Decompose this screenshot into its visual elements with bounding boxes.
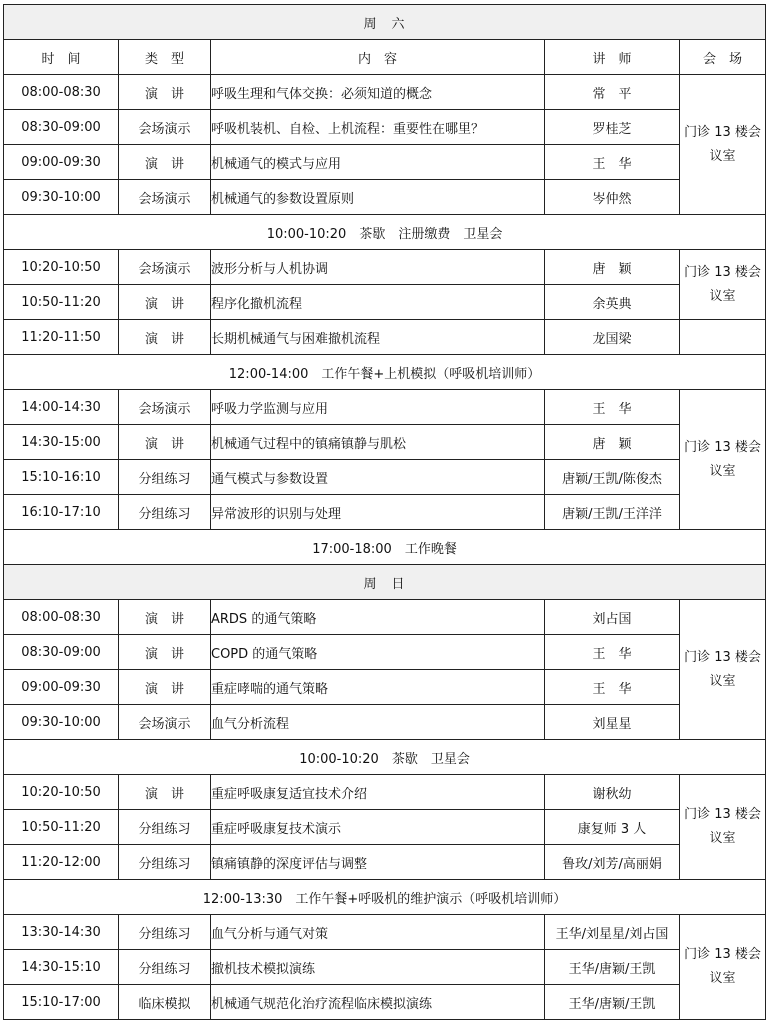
session-row xyxy=(4,390,766,425)
session-row xyxy=(4,670,766,705)
schedule-table xyxy=(3,4,766,1020)
session-speaker: 龙国梁 xyxy=(545,320,680,355)
session-speaker: 康复师 3 人 xyxy=(545,810,680,845)
session-row xyxy=(4,425,766,460)
break-text: 12:00-14:00 工作午餐+上机模拟（呼吸机培训师） xyxy=(4,355,766,390)
session-time: 08:30-09:00 xyxy=(4,635,119,670)
session-time: 08:00-08:30 xyxy=(4,600,119,635)
session-speaker: 王华/唐颖/王凯 xyxy=(545,950,680,985)
break-row xyxy=(4,740,766,775)
session-type: 演 讲 xyxy=(119,285,211,320)
session-type: 分组练习 xyxy=(119,915,211,950)
session-row xyxy=(4,145,766,180)
session-time: 14:30-15:10 xyxy=(4,950,119,985)
session-row xyxy=(4,635,766,670)
schedule-body xyxy=(4,5,766,1020)
session-type: 演 讲 xyxy=(119,75,211,110)
session-content: 血气分析流程 xyxy=(211,705,545,740)
session-time: 10:50-11:20 xyxy=(4,810,119,845)
column-header-row xyxy=(4,40,766,75)
session-speaker: 唐 颖 xyxy=(545,425,680,460)
header-content: 内 容 xyxy=(211,40,545,75)
session-row xyxy=(4,495,766,530)
session-type: 演 讲 xyxy=(119,145,211,180)
session-row xyxy=(4,250,766,285)
session-row xyxy=(4,950,766,985)
session-time: 11:20-11:50 xyxy=(4,320,119,355)
session-time: 10:20-10:50 xyxy=(4,775,119,810)
venue-line: 门诊 13 楼会 xyxy=(684,124,761,140)
session-content: 长期机械通气与困难撤机流程 xyxy=(211,320,545,355)
session-speaker: 唐颖/王凯/王洋洋 xyxy=(545,495,680,530)
break-text: 10:00-10:20 茶歇 卫星会 xyxy=(4,740,766,775)
session-type: 演 讲 xyxy=(119,600,211,635)
venue-line: 议室 xyxy=(709,463,736,479)
session-type: 会场演示 xyxy=(119,705,211,740)
session-content: 呼吸力学监测与应用 xyxy=(211,390,545,425)
session-time: 08:30-09:00 xyxy=(4,110,119,145)
day-title-row xyxy=(4,565,766,600)
session-type: 演 讲 xyxy=(119,320,211,355)
session-type: 演 讲 xyxy=(119,425,211,460)
venue-line: 议室 xyxy=(709,831,736,846)
session-speaker: 刘占国 xyxy=(545,600,680,635)
session-venue xyxy=(680,775,766,880)
session-time: 09:00-09:30 xyxy=(4,670,119,705)
session-type: 会场演示 xyxy=(119,110,211,145)
session-time: 09:30-10:00 xyxy=(4,705,119,740)
header-time: 时 间 xyxy=(4,40,119,75)
session-content: 呼吸机装机、自检、上机流程：重要性在哪里？ xyxy=(211,110,545,145)
session-time: 14:30-15:00 xyxy=(4,425,119,460)
header-type: 类 型 xyxy=(119,40,211,75)
session-row xyxy=(4,775,766,810)
session-type: 分组练习 xyxy=(119,495,211,530)
session-venue xyxy=(680,390,766,530)
session-speaker: 鲁玫/刘芳/高丽娟 xyxy=(545,845,680,880)
session-content: 重症呼吸康复技术演示 xyxy=(211,810,545,845)
session-speaker: 谢秋幼 xyxy=(545,775,680,810)
session-time: 14:00-14:30 xyxy=(4,390,119,425)
session-time: 08:00-08:30 xyxy=(4,75,119,110)
day-title: 周 日 xyxy=(4,565,766,600)
break-row xyxy=(4,530,766,565)
venue-line: 议室 xyxy=(709,148,736,164)
session-venue xyxy=(680,75,766,215)
session-content: ARDS 的通气策略 xyxy=(211,600,545,635)
session-time: 15:10-16:10 xyxy=(4,460,119,495)
session-speaker: 王 华 xyxy=(545,635,680,670)
session-content: 异常波形的识别与处理 xyxy=(211,495,545,530)
venue-line: 门诊 13 楼会 xyxy=(684,947,761,962)
venue-line: 门诊 13 楼会 xyxy=(684,649,761,665)
session-type: 分组练习 xyxy=(119,460,211,495)
session-type: 会场演示 xyxy=(119,180,211,215)
session-row xyxy=(4,810,766,845)
session-time: 15:10-17:00 xyxy=(4,985,119,1020)
session-speaker: 王华/刘星星/刘占国 xyxy=(545,915,680,950)
session-content: 重症呼吸康复适宜技术介绍 xyxy=(211,775,545,810)
session-type: 分组练习 xyxy=(119,845,211,880)
session-row xyxy=(4,845,766,880)
session-speaker: 唐颖/王凯/陈俊杰 xyxy=(545,460,680,495)
venue-line: 门诊 13 楼会 xyxy=(684,439,761,455)
session-speaker: 常 平 xyxy=(545,75,680,110)
session-venue xyxy=(680,915,766,1020)
venue-line: 门诊 13 楼会 xyxy=(684,264,761,280)
session-row xyxy=(4,285,766,320)
session-content: 重症哮喘的通气策略 xyxy=(211,670,545,705)
session-row xyxy=(4,705,766,740)
day-title: 周 六 xyxy=(4,5,766,40)
session-row xyxy=(4,460,766,495)
venue-line: 议室 xyxy=(709,673,736,689)
session-type: 会场演示 xyxy=(119,250,211,285)
session-content: 镇痛镇静的深度评估与调整 xyxy=(211,845,545,880)
session-row xyxy=(4,320,766,355)
session-venue-empty xyxy=(680,320,766,355)
session-content: 程序化撤机流程 xyxy=(211,285,545,320)
session-row xyxy=(4,75,766,110)
session-speaker: 王 华 xyxy=(545,670,680,705)
session-row xyxy=(4,985,766,1020)
session-time: 16:10-17:10 xyxy=(4,495,119,530)
session-time: 10:50-11:20 xyxy=(4,285,119,320)
session-type: 分组练习 xyxy=(119,810,211,845)
break-row xyxy=(4,215,766,250)
session-content: 血气分析与通气对策 xyxy=(211,915,545,950)
session-row xyxy=(4,180,766,215)
session-content: 机械通气的参数设置原则 xyxy=(211,180,545,215)
session-speaker: 余英典 xyxy=(545,285,680,320)
session-content: COPD 的通气策略 xyxy=(211,635,545,670)
break-text: 17:00-18:00 工作晚餐 xyxy=(4,530,766,565)
session-content: 撤机技术模拟演练 xyxy=(211,950,545,985)
session-type: 分组练习 xyxy=(119,950,211,985)
session-row xyxy=(4,915,766,950)
break-row xyxy=(4,880,766,915)
session-time: 09:00-09:30 xyxy=(4,145,119,180)
break-text: 12:00-13:30 工作午餐+呼吸机的维护演示（呼吸机培训师） xyxy=(4,880,766,915)
session-row xyxy=(4,600,766,635)
venue-line: 议室 xyxy=(709,971,736,986)
session-venue xyxy=(680,250,766,320)
session-content: 机械通气的模式与应用 xyxy=(211,145,545,180)
session-time: 09:30-10:00 xyxy=(4,180,119,215)
session-type: 会场演示 xyxy=(119,390,211,425)
session-type: 演 讲 xyxy=(119,670,211,705)
session-venue xyxy=(680,600,766,740)
venue-line: 门诊 13 楼会 xyxy=(684,807,761,822)
session-type: 演 讲 xyxy=(119,635,211,670)
session-speaker: 刘星星 xyxy=(545,705,680,740)
session-speaker: 王 华 xyxy=(545,390,680,425)
session-speaker: 岑仲然 xyxy=(545,180,680,215)
session-time: 11:20-12:00 xyxy=(4,845,119,880)
break-text: 10:00-10:20 茶歇 注册缴费 卫星会 xyxy=(4,215,766,250)
session-row xyxy=(4,110,766,145)
break-row xyxy=(4,355,766,390)
session-speaker: 王华/唐颖/王凯 xyxy=(545,985,680,1020)
session-time: 13:30-14:30 xyxy=(4,915,119,950)
venue-line: 议室 xyxy=(709,288,736,304)
header-speaker: 讲 师 xyxy=(545,40,680,75)
header-venue: 会 场 xyxy=(680,40,766,75)
session-time: 10:20-10:50 xyxy=(4,250,119,285)
session-content: 波形分析与人机协调 xyxy=(211,250,545,285)
session-speaker: 唐 颖 xyxy=(545,250,680,285)
session-speaker: 罗桂芝 xyxy=(545,110,680,145)
session-content: 呼吸生理和气体交换：必须知道的概念 xyxy=(211,75,545,110)
session-content: 通气模式与参数设置 xyxy=(211,460,545,495)
session-speaker: 王 华 xyxy=(545,145,680,180)
day-title-row xyxy=(4,5,766,40)
session-type: 演 讲 xyxy=(119,775,211,810)
session-content: 机械通气规范化治疗流程临床模拟演练 xyxy=(211,985,545,1020)
session-type: 临床模拟 xyxy=(119,985,211,1020)
session-content: 机械通气过程中的镇痛镇静与肌松 xyxy=(211,425,545,460)
